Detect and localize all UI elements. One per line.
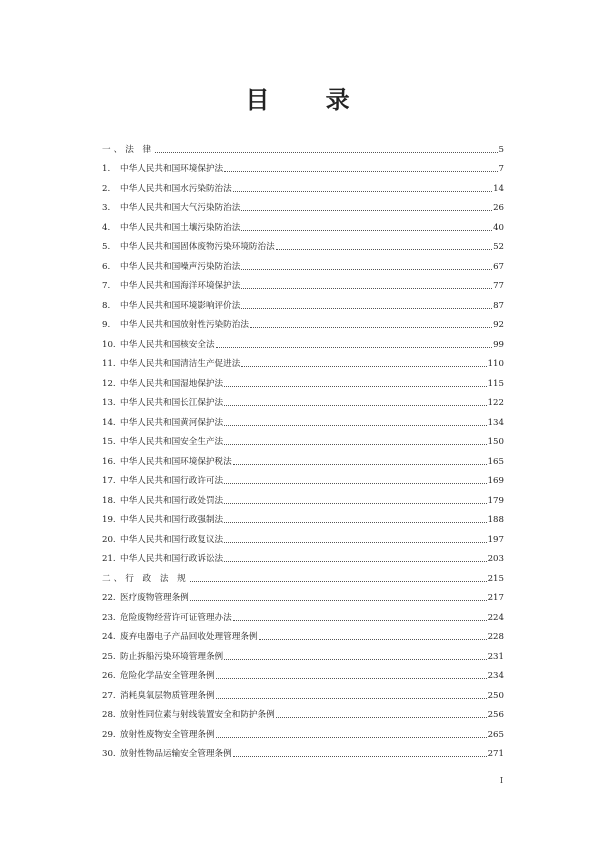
toc-entry-title: 放射性物品运输安全管理条例	[120, 749, 232, 759]
toc-entry-page: 179	[487, 495, 504, 506]
toc-entry-page: 99	[493, 339, 504, 350]
toc-entry-page: 77	[493, 281, 504, 291]
toc-entry-page: 265	[487, 729, 504, 740]
toc-entry[interactable]	[102, 682, 504, 702]
dot-leader	[224, 386, 486, 387]
toc-entry-title: 一、法 律	[102, 144, 155, 155]
toc-entry-number: 11.	[102, 359, 116, 369]
toc-entry-number: 14.	[102, 417, 116, 428]
dot-leader	[224, 522, 486, 523]
toc-entry-number: 13.	[102, 398, 116, 408]
toc-entry[interactable]	[102, 741, 504, 761]
toc-entry-number: 28.	[102, 710, 116, 720]
dot-leader	[241, 288, 492, 289]
toc-entry-page: 217	[487, 593, 504, 603]
toc-entry-title: 中华人民共和国清洁生产促进法	[120, 359, 241, 369]
toc-entry-title: 防止拆船污染环境管理条例	[120, 651, 224, 662]
toc-entry-page: 7	[498, 164, 504, 174]
toc-entry-page: 188	[487, 515, 504, 525]
toc-entry-page: 150	[487, 437, 504, 447]
toc-entry-title: 医疗废物管理条例	[120, 593, 189, 603]
toc-entry-title: 中华人民共和国噪声污染防治法	[120, 261, 241, 272]
toc-entry-page: 110	[487, 359, 504, 369]
dot-leader	[224, 425, 486, 426]
dot-leader	[233, 191, 492, 192]
dot-leader	[224, 561, 486, 562]
toc-entry[interactable]	[102, 409, 504, 429]
toc-entry-title: 放射性同位素与射线装置安全和防护条例	[120, 710, 275, 720]
toc-entry-number: 30.	[102, 749, 116, 759]
toc-entry[interactable]	[102, 156, 504, 176]
toc-entry-title: 危险化学品安全管理条例	[120, 671, 215, 681]
toc-entry[interactable]	[102, 292, 504, 312]
toc-entry-page: 215	[487, 573, 504, 584]
toc-entry[interactable]	[102, 468, 504, 488]
toc-entry-number: 18.	[102, 495, 116, 506]
toc-entry[interactable]	[102, 624, 504, 644]
dot-leader	[241, 210, 492, 211]
toc-entry-title: 中华人民共和国安全生产法	[120, 437, 224, 447]
toc-entry-number: 8.	[102, 300, 111, 311]
dot-leader	[224, 542, 486, 543]
toc-entry[interactable]	[102, 721, 504, 741]
toc-entry[interactable]	[102, 390, 504, 410]
toc-entry-number: 15.	[102, 437, 116, 447]
toc-entry[interactable]	[102, 214, 504, 234]
toc-entry[interactable]	[102, 429, 504, 449]
toc-entry-title: 中华人民共和国行政诉讼法	[120, 554, 224, 564]
toc-entry-number: 21.	[102, 554, 116, 564]
toc-entry-title: 中华人民共和国行政强制法	[120, 515, 224, 525]
toc-entry[interactable]	[102, 370, 504, 390]
toc-entry-number: 19.	[102, 515, 116, 525]
toc-entry[interactable]	[102, 175, 504, 195]
toc-entry-number: 12.	[102, 378, 116, 389]
toc-entry-page: 256	[487, 710, 504, 720]
toc-entry[interactable]	[102, 585, 504, 605]
toc-entry-number: 23.	[102, 612, 116, 623]
toc-entry-page: 169	[487, 476, 504, 486]
toc-entry-title: 中华人民共和国土壤污染防治法	[120, 222, 241, 233]
dot-leader	[233, 756, 487, 757]
toc-entry[interactable]	[102, 507, 504, 527]
toc-entry[interactable]	[102, 643, 504, 663]
toc-entry-page: 224	[487, 612, 504, 623]
toc-entry-page: 92	[493, 320, 504, 330]
toc-entry[interactable]	[102, 234, 504, 254]
toc-entry-title: 中华人民共和国水污染防治法	[120, 183, 232, 194]
page-number: I	[499, 776, 503, 785]
toc-entry-number: 29.	[102, 729, 116, 740]
dot-leader	[241, 308, 492, 309]
toc-entry-page: 14	[493, 183, 504, 194]
toc-entry-title: 中华人民共和国行政处罚法	[120, 495, 224, 506]
toc-entry-page: 122	[487, 398, 504, 408]
toc-entry[interactable]	[102, 663, 504, 683]
toc-entry-page: 134	[487, 417, 504, 428]
toc-entry-page: 40	[493, 222, 504, 233]
toc-entry[interactable]	[102, 448, 504, 468]
dot-leader	[259, 639, 487, 640]
toc-entry-number: 6.	[102, 261, 111, 272]
toc-section-heading[interactable]	[102, 565, 504, 585]
toc-entry[interactable]	[102, 546, 504, 566]
toc-entry-title: 中华人民共和国黄河保护法	[120, 417, 224, 428]
toc-entry-page: 250	[487, 690, 504, 701]
toc-entry-page: 165	[487, 456, 504, 467]
toc-entry-page: 197	[487, 534, 504, 545]
dot-leader	[224, 444, 486, 445]
page-title: 目 录	[245, 86, 374, 114]
toc-entry-page: 67	[493, 261, 504, 272]
toc-entry-number: 2.	[102, 183, 111, 194]
toc-entry-number: 16.	[102, 456, 116, 467]
toc-entry[interactable]	[102, 273, 504, 293]
dot-leader	[241, 230, 492, 231]
toc-entry-page: 115	[487, 378, 504, 389]
toc-entry-title: 中华人民共和国行政复议法	[120, 534, 224, 545]
dot-leader	[216, 347, 493, 348]
toc-entry[interactable]	[102, 331, 504, 351]
toc-section-heading[interactable]	[102, 136, 504, 156]
toc-entry-title: 中华人民共和国放射性污染防治法	[120, 320, 249, 330]
table-of-contents	[102, 136, 504, 760]
toc-entry-title: 中华人民共和国长江保护法	[120, 398, 224, 408]
toc-entry-title: 危险废物经营许可证管理办法	[120, 612, 232, 623]
toc-entry-number: 22.	[102, 593, 116, 603]
dot-leader	[224, 405, 486, 406]
toc-entry-page: 203	[487, 554, 504, 564]
toc-entry-number: 10.	[102, 339, 116, 350]
toc-entry-page: 234	[487, 671, 504, 681]
dot-leader	[155, 152, 497, 153]
dot-leader	[276, 249, 492, 250]
toc-entry-number: 17.	[102, 476, 116, 486]
toc-entry-title: 废弃电器电子产品回收处理管理条例	[120, 632, 258, 642]
dot-leader	[216, 737, 487, 738]
toc-entry-page: 228	[487, 632, 504, 642]
toc-entry-number: 26.	[102, 671, 116, 681]
dot-leader	[233, 464, 487, 465]
toc-entry-page: 87	[493, 300, 504, 311]
toc-entry-number: 4.	[102, 222, 111, 233]
dot-leader	[241, 269, 492, 270]
toc-entry[interactable]	[102, 526, 504, 546]
toc-entry-title: 中华人民共和国固体废物污染环境防治法	[120, 242, 275, 252]
toc-entry-title: 中华人民共和国核安全法	[120, 339, 215, 350]
toc-entry-title: 二、行 政 法 规	[102, 573, 189, 584]
toc-entry-number: 27.	[102, 690, 116, 701]
toc-entry[interactable]	[102, 351, 504, 371]
toc-entry-title: 消耗臭氧层物质管理条例	[120, 690, 215, 701]
dot-leader	[241, 366, 486, 367]
dot-leader	[190, 581, 487, 582]
dot-leader	[224, 483, 486, 484]
toc-entry-page: 231	[487, 651, 504, 662]
toc-entry-title: 中华人民共和国湿地保护法	[120, 378, 224, 389]
toc-entry[interactable]	[102, 604, 504, 624]
dot-leader	[216, 698, 487, 699]
dot-leader	[233, 620, 487, 621]
toc-entry-number: 1.	[102, 164, 111, 174]
toc-entry-title: 中华人民共和国环境保护税法	[120, 456, 232, 467]
toc-entry-title: 中华人民共和国大气污染防治法	[120, 203, 241, 213]
dot-leader	[250, 327, 492, 328]
toc-entry-title: 中华人民共和国海洋环境保护法	[120, 281, 241, 291]
toc-entry[interactable]	[102, 312, 504, 332]
toc-entry-page: 5	[498, 144, 504, 155]
toc-entry-number: 7.	[102, 281, 111, 291]
dot-leader	[224, 503, 486, 504]
toc-entry-title: 中华人民共和国环境影响评价法	[120, 300, 241, 311]
toc-entry[interactable]	[102, 487, 504, 507]
toc-entry-page: 26	[493, 203, 504, 213]
toc-entry-number: 25.	[102, 651, 116, 662]
dot-leader	[190, 600, 487, 601]
dot-leader	[276, 717, 487, 718]
dot-leader	[216, 678, 487, 679]
toc-entry-number: 3.	[102, 203, 111, 213]
toc-entry-number: 24.	[102, 632, 116, 642]
toc-entry-page: 271	[487, 749, 504, 759]
dot-leader	[224, 171, 497, 172]
toc-entry[interactable]	[102, 253, 504, 273]
toc-entry-number: 5.	[102, 242, 111, 252]
toc-entry-number: 9.	[102, 320, 111, 330]
toc-entry-title: 中华人民共和国环境保护法	[120, 164, 224, 174]
toc-entry-page: 52	[493, 242, 504, 252]
dot-leader	[224, 659, 486, 660]
toc-entry[interactable]	[102, 702, 504, 722]
toc-entry-title: 放射性废物安全管理条例	[120, 729, 215, 740]
toc-entry-title: 中华人民共和国行政许可法	[120, 476, 224, 486]
toc-entry[interactable]	[102, 195, 504, 215]
toc-entry-number: 20.	[102, 534, 116, 545]
